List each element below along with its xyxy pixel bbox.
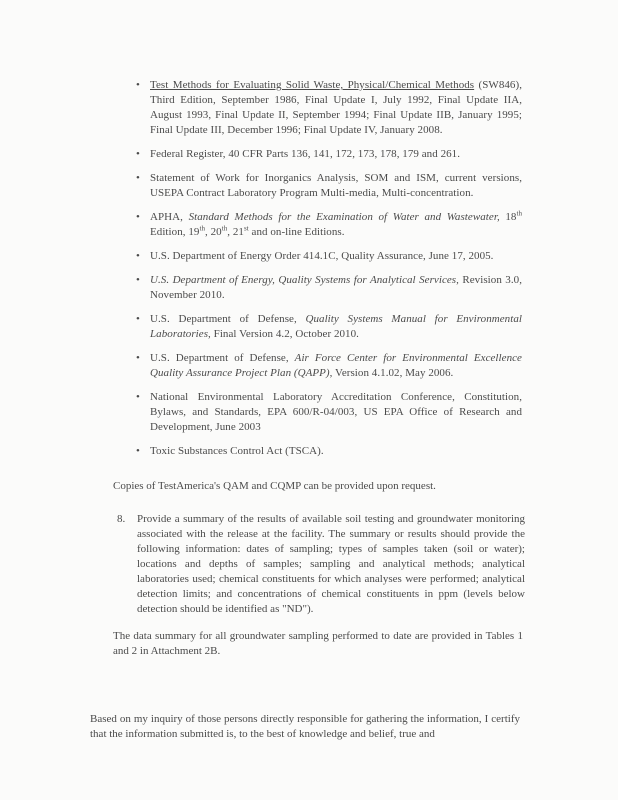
reference-text: U.S. Department of Energy, Quality Systems for Analytical Services, (150, 274, 459, 286)
reference-item (136, 273, 522, 303)
reference-item (136, 390, 522, 435)
reference-item (136, 351, 522, 381)
reference-text: Statement of Work for Inorganics Analysis, SOM and ISM, current versions, USEPA Contract Laboratory Program Multi-media, Multi-concentration. (150, 172, 522, 199)
bullet-icon: • (136, 79, 140, 91)
reference-item (136, 209, 523, 240)
data-summary-paragraph: The data summary for all groundwater sampling performed to date are provided in Tables 1 and 2 in Attachment 2B. (113, 630, 523, 657)
reference-item (136, 78, 522, 138)
reference-text: th (199, 224, 205, 233)
reference-text: Air Force Center for Environmental Excellence Quality Assurance Project Plan (QAPP), (150, 352, 522, 379)
reference-text: Quality Systems Manual for Environmental Laboratories, (150, 313, 522, 340)
reference-text: , 20 (205, 226, 222, 238)
question-8 (117, 512, 525, 617)
copies-paragraph: Copies of TestAmerica's QAM and CQMP can be provided upon request. (113, 480, 436, 492)
reference-text: st (243, 224, 249, 233)
bullet-icon: • (136, 313, 140, 325)
reference-item (136, 312, 522, 342)
reference-text: Federal Register, 40 CFR Parts 136, 141, 172, 173, 178, 179 and 261. (150, 148, 461, 160)
bullet-icon: • (136, 250, 140, 262)
bullet-icon: • (136, 148, 140, 160)
reference-item (136, 444, 522, 459)
reference-text: U.S. Department of Defense, (150, 352, 295, 364)
reference-text: Toxic Substances Control Act (TSCA). (150, 445, 324, 457)
reference-text: APHA, (150, 211, 189, 223)
certification-paragraph: Based on my inquiry of those persons directly responsible for gathering the information, I certify that the information submitted is, to the best of knowledge and belief, true and (90, 713, 520, 740)
bullet-icon: • (136, 172, 140, 184)
reference-text: Revision 3.0, November 2010. (150, 274, 522, 301)
bullet-icon: • (136, 445, 140, 457)
reference-text: National Environmental Laboratory Accreditation Conference, Constitution, Bylaws, and Standards, EPA 600/R-04/003, US EPA Office of Research and Development, June 2003 (150, 391, 522, 433)
reference-item (136, 249, 522, 264)
reference-text: th (516, 209, 523, 218)
reference-text: (SW846), Third Edition, September 1986, Final Update I, July 1992, Final Update IIA, August 1993, Final Update II, September 1994; Final Update IIB, January 1995; Final Update III, December 1996; Final Update IV, January 2008. (150, 79, 522, 136)
reference-text: Standard Methods for the Examination of Water and Wastewater, (188, 211, 500, 223)
reference-text: Version 4.1.02, May 2006. (332, 367, 454, 379)
question-text: Provide a summary of the results of available soil testing and groundwater monitoring associated with the release at the facility. The summary or results should provide the following information: dates of sampling; types of samples taken (soil or water); locations and depths of samples; sampling and analytical methods; analytical laboratories used; chemical constituents for which analyses were performed; analytical detection limits; and concentrations of chemical constituents in ppm (levels below detection should be identified as "ND"). (137, 513, 525, 615)
reference-item (136, 171, 522, 201)
bullet-icon: • (136, 352, 140, 364)
reference-text: Final Version 4.2, October 2010. (210, 328, 359, 340)
reference-text: Edition, 19 (150, 226, 200, 238)
reference-text: U.S. Department of Defense, (150, 313, 306, 325)
reference-text: 18 (499, 211, 517, 223)
reference-item (136, 147, 522, 162)
bullet-icon: • (136, 391, 140, 403)
bullet-icon: • (136, 211, 140, 223)
reference-text: Test Methods for Evaluating Solid Waste, Physical/Chemical Methods (150, 79, 475, 91)
reference-text: and on-line Editions. (248, 226, 345, 238)
reference-list (136, 78, 523, 468)
reference-text: th (221, 224, 228, 233)
reference-text: U.S. Department of Energy Order 414.1C, Quality Assurance, June 17, 2005. (150, 250, 494, 262)
reference-text: , 21 (227, 226, 244, 238)
question-number: 8. (117, 513, 126, 525)
bullet-icon: • (136, 274, 140, 286)
